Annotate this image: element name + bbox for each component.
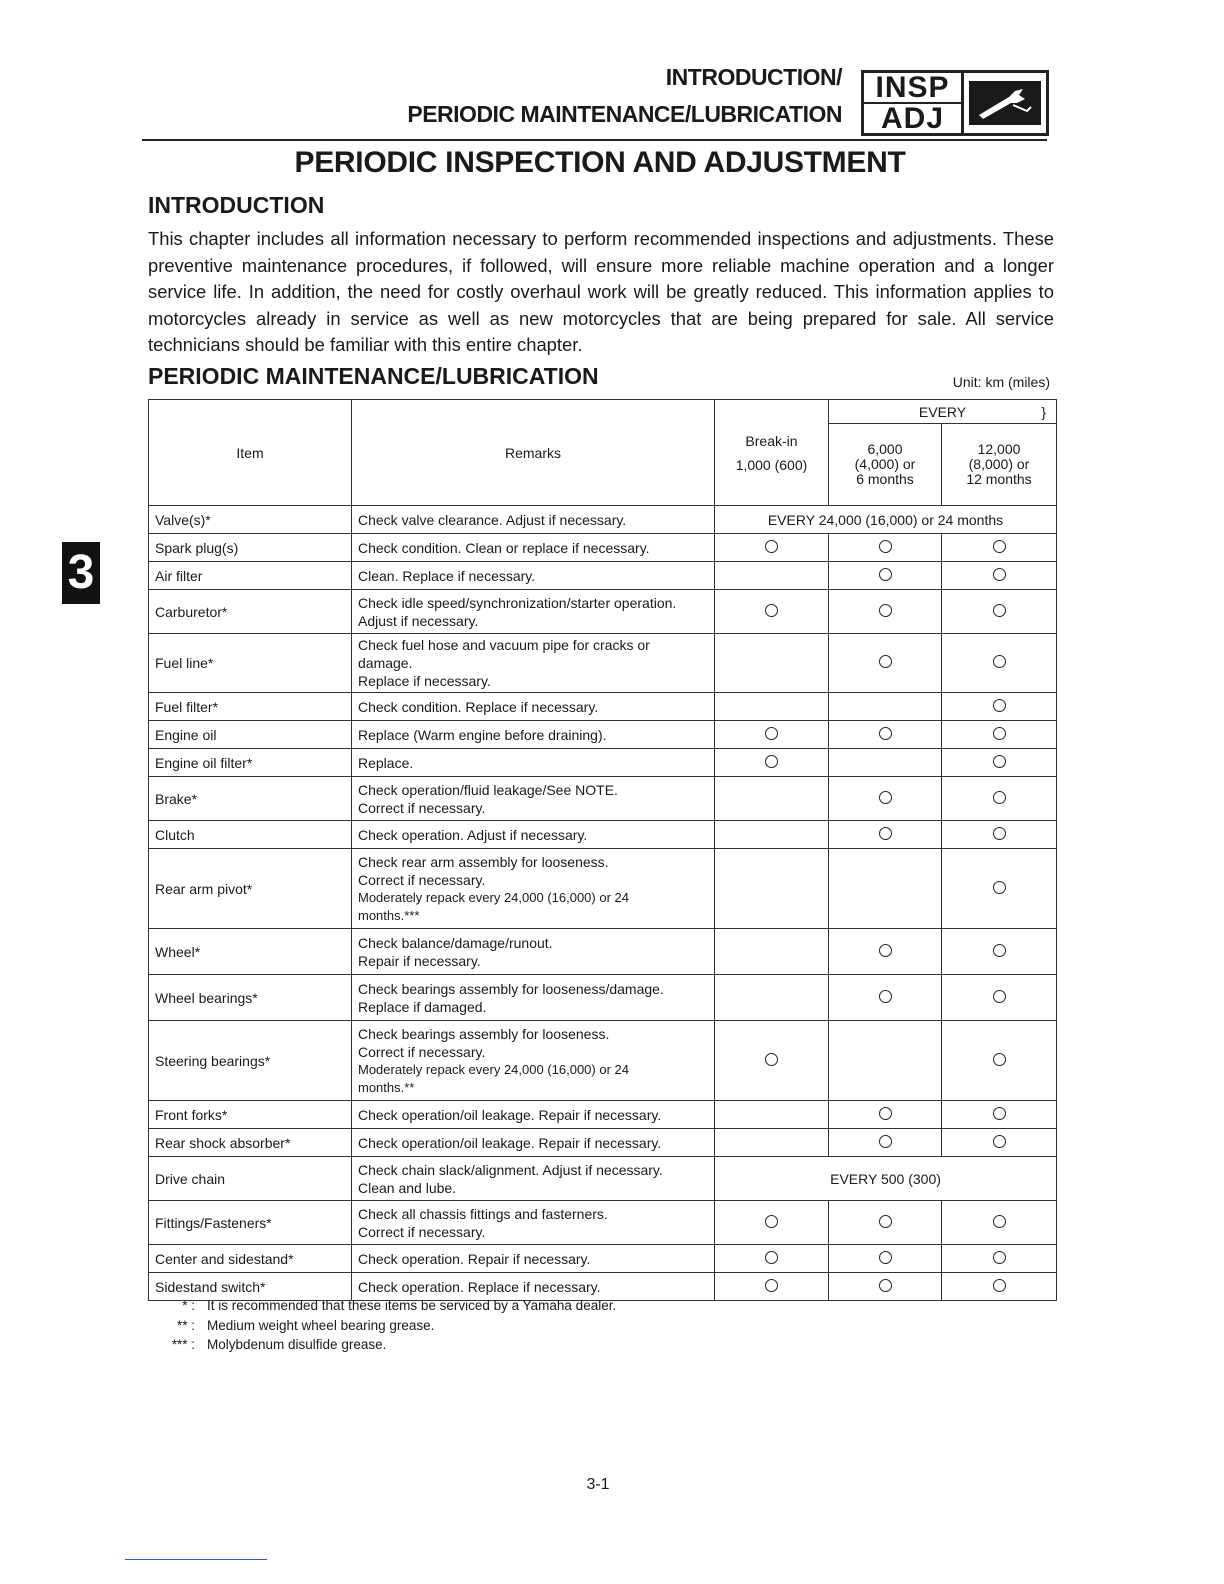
table-row — [149, 634, 1057, 693]
row-item: Wheel bearings* — [149, 975, 352, 1021]
cell-6000 — [829, 1201, 942, 1245]
cell-12000 — [942, 929, 1057, 975]
breakin-label: Break-in — [745, 432, 798, 449]
cell-12000 — [942, 721, 1057, 749]
cell-12000 — [942, 693, 1057, 721]
wrench-hand-icon — [969, 81, 1041, 125]
row-remarks — [352, 1201, 715, 1245]
check-circle-icon — [993, 699, 1006, 712]
row-item: Front forks* — [149, 1101, 352, 1129]
row-item: Center and sidestand* — [149, 1245, 352, 1273]
row-remarks — [352, 590, 715, 634]
row-item: Engine oil — [149, 721, 352, 749]
cell-breakin — [715, 562, 829, 590]
check-circle-icon — [879, 1251, 892, 1264]
remarks-line: Check balance/damage/runout. — [358, 934, 553, 951]
remarks-line: Clean. Replace if necessary. — [358, 567, 536, 584]
row-item: Sidestand switch* — [149, 1273, 352, 1301]
remarks-line: Check operation. Replace if necessary. — [358, 1278, 601, 1295]
check-circle-icon — [765, 755, 778, 768]
header-rule — [142, 139, 1047, 141]
row-remarks — [352, 562, 715, 590]
row-remarks — [352, 693, 715, 721]
remarks-line: Check all chassis fittings and fasterners. — [358, 1205, 608, 1222]
check-circle-icon — [879, 944, 892, 957]
footnote-2 — [150, 1318, 434, 1333]
table-row — [149, 821, 1057, 849]
remarks-line: Replace if damaged. — [358, 998, 487, 1015]
intro-paragraph: This chapter includes all information necessary to perform recommended inspections and adjustments. These preventive maintenance procedures, if followed, will ensure more reliable machine operation and a longer service life. In addition, the need for costly overhaul work will be greatly reduced. This information applies to motorcycles already in service as well as new motorcycles that are being prepared for sale. All service technicians should be familiar with this entire chapter. — [148, 228, 1054, 355]
row-remarks — [352, 1129, 715, 1157]
every-bracket: } — [1041, 403, 1046, 420]
row-remarks — [352, 506, 715, 534]
cell-12000 — [942, 634, 1057, 693]
remarks-line: Replace. — [358, 754, 414, 771]
row-remarks — [352, 1101, 715, 1129]
insp-adj-badge — [861, 70, 1049, 136]
row-item: Clutch — [149, 821, 352, 849]
cell-12000 — [942, 1273, 1057, 1301]
remarks-line: Correct if necessary. — [358, 871, 486, 888]
table-row — [149, 1021, 1057, 1101]
link-underline — [125, 1559, 267, 1560]
row-remarks — [352, 821, 715, 849]
cell-breakin — [715, 929, 829, 975]
row-item: Spark plug(s) — [149, 534, 352, 562]
row-item: Fuel line* — [149, 634, 352, 693]
remarks-line: Check fuel hose and vacuum pipe for cracks or damage. — [358, 637, 650, 671]
remarks-line: Correct if necessary. — [358, 799, 486, 816]
cell-breakin — [715, 590, 829, 634]
row-remarks — [352, 1245, 715, 1273]
breakin-distance: 1,000 (600) — [735, 456, 808, 473]
remarks-line: Check operation/oil leakage. Repair if necessary. — [358, 1106, 662, 1123]
check-circle-icon — [993, 990, 1006, 1003]
check-circle-icon — [993, 1215, 1006, 1228]
row-item: Fittings/Fasteners* — [149, 1201, 352, 1245]
row-remarks — [352, 534, 715, 562]
badge-top: INSP — [875, 71, 950, 104]
cell-6000 — [829, 1245, 942, 1273]
cell-breakin — [715, 534, 829, 562]
table-row — [149, 1245, 1057, 1273]
cell-breakin — [715, 1201, 829, 1245]
check-circle-icon — [993, 755, 1006, 768]
cell-12000 — [942, 777, 1057, 821]
row-remarks — [352, 1157, 715, 1201]
cell-breakin — [715, 693, 829, 721]
table-row — [149, 975, 1057, 1021]
cell-6000 — [829, 1273, 942, 1301]
table-row — [149, 749, 1057, 777]
chapter-tab: 3 — [62, 542, 100, 604]
table-row — [149, 929, 1057, 975]
cell-6000 — [829, 634, 942, 693]
cell-breakin — [715, 1129, 829, 1157]
table-row — [149, 777, 1057, 821]
row-remarks — [352, 929, 715, 975]
check-circle-icon — [993, 791, 1006, 804]
check-circle-icon — [993, 655, 1006, 668]
cell-6000 — [829, 821, 942, 849]
cell-12000 — [942, 1201, 1057, 1245]
cell-breakin — [715, 634, 829, 693]
cell-6000 — [829, 590, 942, 634]
check-circle-icon — [879, 1107, 892, 1120]
col-6000-l1: 6,000 — [867, 441, 903, 457]
cell-12000 — [942, 975, 1057, 1021]
cell-6000 — [829, 721, 942, 749]
check-circle-icon — [993, 1279, 1006, 1292]
col-remarks-header: Remarks — [352, 400, 715, 506]
remarks-line: Check rear arm assembly for looseness. — [358, 853, 609, 870]
maintenance-table — [148, 399, 1057, 1301]
badge-bottom: ADJ — [864, 102, 961, 133]
remarks-line: Clean and lube. — [358, 1179, 457, 1196]
col-6000-l2: (4,000) or — [854, 456, 916, 472]
maintenance-table-body — [149, 506, 1057, 1301]
row-remarks — [352, 849, 715, 929]
row-item: Engine oil filter* — [149, 749, 352, 777]
col-breakin-header — [715, 400, 829, 506]
cell-breakin — [715, 1245, 829, 1273]
row-item: Brake* — [149, 777, 352, 821]
footnote-text: Medium weight wheel bearing grease. — [207, 1318, 435, 1333]
remarks-line: Check condition. Replace if necessary. — [358, 698, 599, 715]
table-row — [149, 1273, 1057, 1301]
remarks-line: Correct if necessary. — [358, 1043, 486, 1060]
cell-12000 — [942, 1021, 1057, 1101]
cell-12000 — [942, 1101, 1057, 1129]
section-heading: PERIODIC MAINTENANCE/LUBRICATION — [148, 363, 599, 389]
remarks-line: Check operation/oil leakage. Repair if necessary. — [358, 1134, 662, 1151]
check-circle-icon — [879, 827, 892, 840]
cell-6000 — [829, 1101, 942, 1129]
cell-breakin — [715, 777, 829, 821]
cell-breakin — [715, 1273, 829, 1301]
remarks-line: Check bearings assembly for looseness/damage. — [358, 980, 664, 997]
row-remarks — [352, 721, 715, 749]
check-circle-icon — [993, 604, 1006, 617]
col-item-header: Item — [149, 400, 352, 506]
cell-breakin — [715, 749, 829, 777]
cell-12000 — [942, 590, 1057, 634]
table-row — [149, 1157, 1057, 1201]
check-circle-icon — [765, 540, 778, 553]
table-row — [149, 1129, 1057, 1157]
unit-label: Unit: km (miles) — [952, 374, 1050, 390]
check-circle-icon — [879, 791, 892, 804]
remarks-line: Check condition. Clean or replace if necessary. — [358, 539, 650, 556]
cell-6000 — [829, 975, 942, 1021]
col-12000-l1: 12,000 — [977, 441, 1021, 457]
check-circle-icon — [765, 727, 778, 740]
remarks-line: Check bearings assembly for looseness. — [358, 1025, 610, 1042]
check-circle-icon — [765, 1251, 778, 1264]
check-circle-icon — [993, 1053, 1006, 1066]
remarks-line: Check operation. Repair if necessary. — [358, 1250, 591, 1267]
cell-12000 — [942, 749, 1057, 777]
check-circle-icon — [765, 1053, 778, 1066]
every-label: EVERY — [918, 403, 967, 420]
cell-6000 — [829, 534, 942, 562]
table-row — [149, 506, 1057, 534]
cell-breakin — [715, 975, 829, 1021]
footnote-key: *** : — [171, 1337, 195, 1352]
row-item: Air filter — [149, 562, 352, 590]
cell-breakin — [715, 1101, 829, 1129]
check-circle-icon — [993, 881, 1006, 894]
col-12000-l3: 12 months — [966, 471, 1032, 487]
cell-12000 — [942, 1129, 1057, 1157]
check-circle-icon — [879, 1135, 892, 1148]
check-circle-icon — [993, 568, 1006, 581]
remarks-line: Check operation/fluid leakage/See NOTE. — [358, 781, 618, 798]
cell-6000 — [829, 1129, 942, 1157]
row-item: Rear arm pivot* — [149, 849, 352, 929]
cell-6000 — [829, 849, 942, 929]
footnote-1 — [150, 1298, 616, 1313]
col-12000-l2: (8,000) or — [968, 456, 1030, 472]
table-row — [149, 1201, 1057, 1245]
cell-breakin — [715, 1021, 829, 1101]
footnote-key: ** : — [176, 1318, 195, 1333]
row-item: Steering bearings* — [149, 1021, 352, 1101]
row-item: Rear shock absorber* — [149, 1129, 352, 1157]
footnote-3 — [150, 1337, 386, 1352]
check-circle-icon — [879, 990, 892, 1003]
cell-12000 — [942, 534, 1057, 562]
page-number: 3-1 — [586, 1476, 610, 1493]
check-circle-icon — [765, 604, 778, 617]
header-line-2: PERIODIC MAINTENANCE/LUBRICATION — [407, 101, 842, 127]
table-row — [149, 534, 1057, 562]
table-row — [149, 693, 1057, 721]
cell-breakin — [715, 821, 829, 849]
check-circle-icon — [993, 727, 1006, 740]
remarks-line: months.*** — [358, 907, 420, 923]
check-circle-icon — [993, 1107, 1006, 1120]
row-remarks — [352, 777, 715, 821]
remarks-line: Replace if necessary. — [358, 673, 491, 689]
cell-6000 — [829, 562, 942, 590]
row-item: Drive chain — [149, 1157, 352, 1201]
remarks-line: Adjust if necessary. — [358, 612, 479, 629]
cell-6000 — [829, 777, 942, 821]
row-remarks — [352, 1021, 715, 1101]
col-12000-header — [942, 424, 1057, 506]
remarks-line: months.** — [358, 1079, 415, 1095]
cell-6000 — [829, 929, 942, 975]
row-remarks — [352, 634, 715, 693]
footnote-text: Molybdenum disulfide grease. — [207, 1337, 387, 1352]
cell-12000 — [942, 849, 1057, 929]
row-interval-span: EVERY 24,000 (16,000) or 24 months — [715, 506, 1057, 534]
row-remarks — [352, 975, 715, 1021]
remarks-line: Correct if necessary. — [358, 1223, 486, 1240]
table-row — [149, 721, 1057, 749]
remarks-line: Check valve clearance. Adjust if necessary. — [358, 511, 627, 528]
check-circle-icon — [993, 540, 1006, 553]
intro-heading: INTRODUCTION — [148, 192, 325, 218]
cell-12000 — [942, 1245, 1057, 1273]
check-circle-icon — [879, 568, 892, 581]
table-row — [149, 849, 1057, 929]
check-circle-icon — [879, 727, 892, 740]
check-circle-icon — [879, 604, 892, 617]
remarks-line: Repair if necessary. — [358, 952, 481, 969]
check-circle-icon — [993, 827, 1006, 840]
check-circle-icon — [879, 1215, 892, 1228]
remarks-line: Replace (Warm engine before draining). — [358, 726, 607, 743]
row-remarks — [352, 749, 715, 777]
table-row — [149, 1101, 1057, 1129]
check-circle-icon — [993, 944, 1006, 957]
cell-breakin — [715, 721, 829, 749]
cell-breakin — [715, 849, 829, 929]
row-item: Fuel filter* — [149, 693, 352, 721]
row-item: Valve(s)* — [149, 506, 352, 534]
remarks-line: Check idle speed/synchronization/starter operation. — [358, 594, 677, 611]
footnote-key: * : — [182, 1298, 195, 1313]
check-circle-icon — [993, 1251, 1006, 1264]
header-line-1: INTRODUCTION/ — [665, 64, 842, 90]
col-every-header — [829, 400, 1057, 424]
check-circle-icon — [765, 1279, 778, 1292]
check-circle-icon — [993, 1135, 1006, 1148]
row-remarks — [352, 1273, 715, 1301]
col-6000-l3: 6 months — [856, 471, 914, 487]
cell-6000 — [829, 749, 942, 777]
row-interval-span: EVERY 500 (300) — [715, 1157, 1057, 1201]
check-circle-icon — [765, 1215, 778, 1228]
remarks-line: Check chain slack/alignment. Adjust if necessary. — [358, 1161, 663, 1178]
cell-12000 — [942, 562, 1057, 590]
row-item: Carburetor* — [149, 590, 352, 634]
col-6000-header — [829, 424, 942, 506]
table-row — [149, 562, 1057, 590]
remarks-line: Moderately repack every 24,000 (16,000) or 24 — [358, 889, 629, 905]
row-item: Wheel* — [149, 929, 352, 975]
remarks-line: Check operation. Adjust if necessary. — [358, 826, 588, 843]
footnote-text: It is recommended that these items be serviced by a Yamaha dealer. — [207, 1298, 617, 1313]
check-circle-icon — [879, 1279, 892, 1292]
cell-12000 — [942, 821, 1057, 849]
page-title: PERIODIC INSPECTION AND ADJUSTMENT — [294, 146, 906, 179]
cell-6000 — [829, 1021, 942, 1101]
remarks-line: Moderately repack every 24,000 (16,000) or 24 — [358, 1061, 629, 1077]
check-circle-icon — [879, 540, 892, 553]
check-circle-icon — [879, 655, 892, 668]
cell-6000 — [829, 693, 942, 721]
table-row — [149, 590, 1057, 634]
